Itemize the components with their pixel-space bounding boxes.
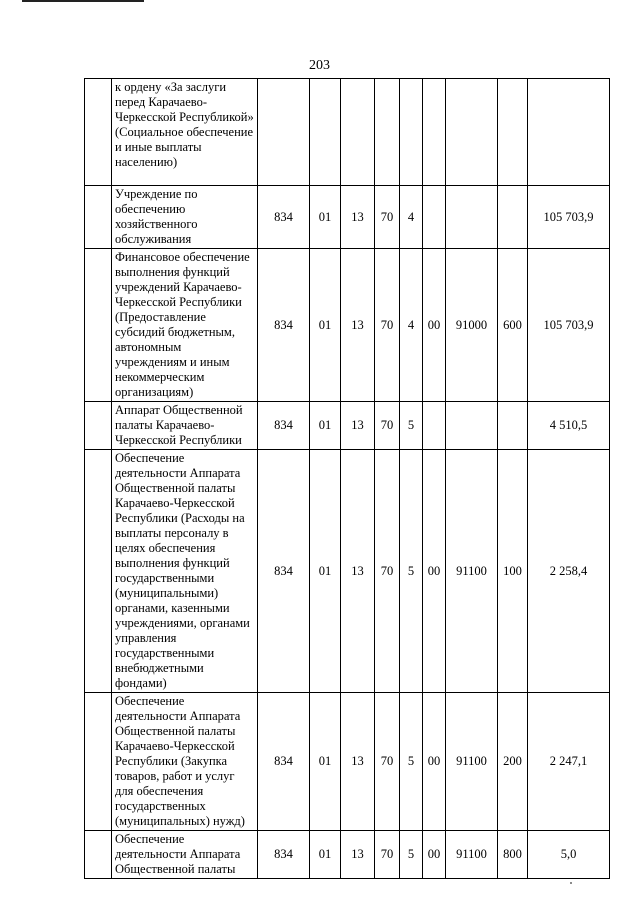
main-event-code-cell: 00 (423, 249, 446, 402)
subprogram-code-cell: 5 (400, 831, 423, 879)
blank-index-cell (85, 831, 112, 879)
expense-type-cell (498, 186, 528, 249)
ministry-code-cell (258, 79, 310, 186)
section-code-cell: 01 (310, 693, 341, 831)
table-row (85, 79, 610, 186)
table-row (85, 831, 610, 879)
blank-index-cell (85, 79, 112, 186)
amount-cell: 105 703,9 (528, 249, 610, 402)
table-row (85, 450, 610, 693)
item-name-cell: к ордену «За заслуги перед Карачаево-Черкесской Республикой» (Социальное обеспечение и иные выплаты населению) (112, 79, 258, 186)
budget-table (84, 78, 610, 879)
ministry-code-cell: 834 (258, 402, 310, 450)
program-code-cell: 70 (375, 450, 400, 693)
direction-code-cell (446, 79, 498, 186)
direction-code-cell (446, 186, 498, 249)
direction-code-cell (446, 402, 498, 450)
section-code-cell: 01 (310, 831, 341, 879)
subprogram-code-cell: 4 (400, 249, 423, 402)
program-code-cell: 70 (375, 831, 400, 879)
subprogram-code-cell: 4 (400, 186, 423, 249)
scan-edge-mark (22, 0, 144, 2)
main-event-code-cell (423, 186, 446, 249)
blank-index-cell (85, 249, 112, 402)
expense-type-cell: 600 (498, 249, 528, 402)
table-row (85, 402, 610, 450)
direction-code-cell: 91100 (446, 450, 498, 693)
subsection-code-cell (341, 79, 375, 186)
expense-type-cell (498, 79, 528, 186)
direction-code-cell: 91100 (446, 693, 498, 831)
ministry-code-cell: 834 (258, 693, 310, 831)
main-event-code-cell (423, 79, 446, 186)
ministry-code-cell: 834 (258, 186, 310, 249)
section-code-cell: 01 (310, 186, 341, 249)
scan-speck (570, 882, 572, 884)
item-name-cell: Аппарат Общественной палаты Карачаево-Черкесской Республики (112, 402, 258, 450)
program-code-cell: 70 (375, 693, 400, 831)
amount-cell: 2 247,1 (528, 693, 610, 831)
main-event-code-cell: 00 (423, 450, 446, 693)
main-event-code-cell: 00 (423, 693, 446, 831)
section-code-cell (310, 79, 341, 186)
expense-type-cell: 800 (498, 831, 528, 879)
item-name-cell: Обеспечение деятельности Аппарата Общественной палаты (112, 831, 258, 879)
section-code-cell: 01 (310, 249, 341, 402)
subsection-code-cell: 13 (341, 186, 375, 249)
amount-cell: 2 258,4 (528, 450, 610, 693)
ministry-code-cell: 834 (258, 249, 310, 402)
subsection-code-cell: 13 (341, 831, 375, 879)
subprogram-code-cell (400, 79, 423, 186)
blank-index-cell (85, 186, 112, 249)
expense-type-cell: 100 (498, 450, 528, 693)
expense-type-cell (498, 402, 528, 450)
subsection-code-cell: 13 (341, 693, 375, 831)
program-code-cell: 70 (375, 402, 400, 450)
main-event-code-cell (423, 402, 446, 450)
blank-index-cell (85, 693, 112, 831)
section-code-cell: 01 (310, 450, 341, 693)
ministry-code-cell: 834 (258, 450, 310, 693)
amount-cell: 4 510,5 (528, 402, 610, 450)
ministry-code-cell: 834 (258, 831, 310, 879)
program-code-cell: 70 (375, 186, 400, 249)
subsection-code-cell: 13 (341, 450, 375, 693)
table-row (85, 249, 610, 402)
item-name-cell: Финансовое обеспечение выполнения функций учреждений Карачаево-Черкесской Республики (Предоставление субсидий бюджетным, автономным учреждениям и иным некоммерческим организациям) (112, 249, 258, 402)
subsection-code-cell: 13 (341, 402, 375, 450)
expense-type-cell: 200 (498, 693, 528, 831)
subsection-code-cell: 13 (341, 249, 375, 402)
direction-code-cell: 91000 (446, 249, 498, 402)
section-code-cell: 01 (310, 402, 341, 450)
blank-index-cell (85, 402, 112, 450)
amount-cell (528, 79, 610, 186)
program-code-cell: 70 (375, 249, 400, 402)
amount-cell: 105 703,9 (528, 186, 610, 249)
subprogram-code-cell: 5 (400, 402, 423, 450)
item-name-cell: Учреждение по обеспечению хозяйственного обслуживания (112, 186, 258, 249)
table-row (85, 693, 610, 831)
subprogram-code-cell: 5 (400, 693, 423, 831)
amount-cell: 5,0 (528, 831, 610, 879)
blank-index-cell (85, 450, 112, 693)
item-name-cell: Обеспечение деятельности Аппарата Общественной палаты Карачаево-Черкесской Республики (Закупка товаров, работ и услуг для обеспечения государственных (муниципальных) нужд) (112, 693, 258, 831)
program-code-cell (375, 79, 400, 186)
direction-code-cell: 91100 (446, 831, 498, 879)
main-event-code-cell: 00 (423, 831, 446, 879)
subprogram-code-cell: 5 (400, 450, 423, 693)
item-name-cell: Обеспечение деятельности Аппарата Общественной палаты Карачаево-Черкесской Республики (Расходы на выплаты персоналу в целях обеспечения выполнения функций государственными (муниципальными) органами, казенными учреждениями, органами управления государственными внебюджетными фондами) (112, 450, 258, 693)
page-number: 203 (309, 58, 330, 73)
table-row (85, 186, 610, 249)
